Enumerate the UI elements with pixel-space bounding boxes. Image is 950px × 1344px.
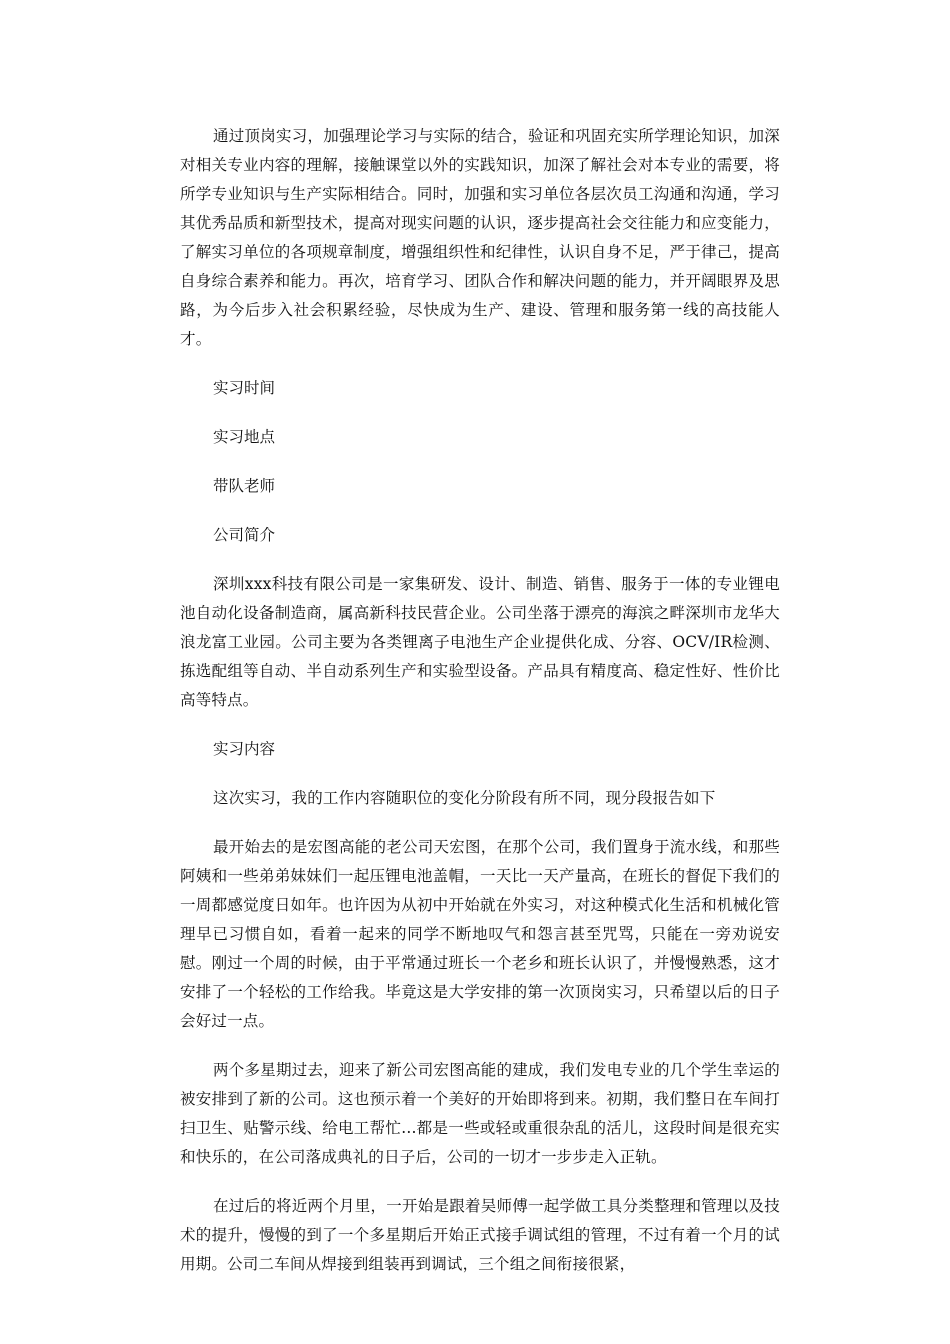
stage-three-paragraph: 在过后的将近两个月里，一开始是跟着吴师傅一起学做工具分类整理和管理以及技术的提升，慢慢的到了一个多星期后开始正式接手调试组的管理，不过有着一个月的试用期。公司二车间从焊接到组装再到调试，三个组之间衔接很紧， [180, 1197, 780, 1273]
stage-two-paragraph: 两个多星期过去，迎来了新公司宏图高能的建成，我们发电专业的几个学生幸运的被安排到了新的公司。这也预示着一个美好的开始即将到来。初期，我们整日在车间打扫卫生、贴警示线、给电工帮忙...都是一些或轻或重很杂乱的活儿，这段时间是很充实和快乐的，在公司落成典礼的日子后，公司的一切才一步步走入正轨。 [180, 1061, 780, 1166]
content-intro-paragraph: 这次实习，我的工作内容随职位的变化分阶段有所不同，现分段报告如下 [213, 789, 716, 807]
stage-one-paragraph: 最开始去的是宏图高能的老公司天宏图，在那个公司，我们置身于流水线，和那些阿姨和一些弟弟妹妹们一起压锂电池盖帽，一天比一天产量高，在班长的督促下我们的一周都感觉度日如年。也许因为从初中开始就在外实习，对这种模式化生活和机械化管理早已习惯自如，看着一起来的同学不断地叹气和怨言甚至咒骂，只能在一旁劝说安慰。刚过一个周的时候，由于平常通过班长一个老乡和班长认识了，并慢慢熟悉，这才安排了一个轻松的工作给我。毕竟这是大学安排的第一次顶岗实习，只希望以后的日子会好过一点。 [180, 838, 780, 1030]
lead-teacher-label: 带队老师 [213, 477, 276, 495]
intro-paragraph: 通过顶岗实习，加强理论学习与实际的结合，验证和巩固充实所学理论知识，加深对相关专业内容的理解，接触课堂以外的实践知识，加深了解社会对本专业的需要，将所学专业知识与生产实际相结合。同时，加强和实习单位各层次员工沟通和沟通，学习其优秀品质和新型技术，提高对现实问题的认识，逐步提高社会交往能力和应变能力，了解实习单位的各项规章制度，增强组织性和纪律性，认识自身不足，严于律己，提高自身综合素养和能力。再次，培育学习、团队合作和解决问题的能力，并开阔眼界及思路，为今后步入社会积累经验，尽快成为生产、建设、管理和服务第一线的高技能人才。 [180, 127, 780, 348]
company-profile-paragraph: 深圳xxx科技有限公司是一家集研发、设计、制造、销售、服务于一体的专业锂电池自动化设备制造商，属高新科技民营企业。公司坐落于漂亮的海滨之畔深圳市龙华大浪龙富工业园。公司主要为各类锂离子电池生产企业提供化成、分容、OCV/IR检测、拣选配组等自动、半自动系列生产和实验型设备。产品具有精度高、稳定性好、性价比高等特点。 [180, 575, 780, 709]
internship-content-heading: 实习内容 [213, 740, 276, 758]
internship-time-label: 实习时间 [213, 379, 276, 397]
document-body [180, 122, 780, 1299]
company-profile-heading: 公司简介 [213, 526, 276, 544]
internship-place-label: 实习地点 [213, 428, 276, 446]
